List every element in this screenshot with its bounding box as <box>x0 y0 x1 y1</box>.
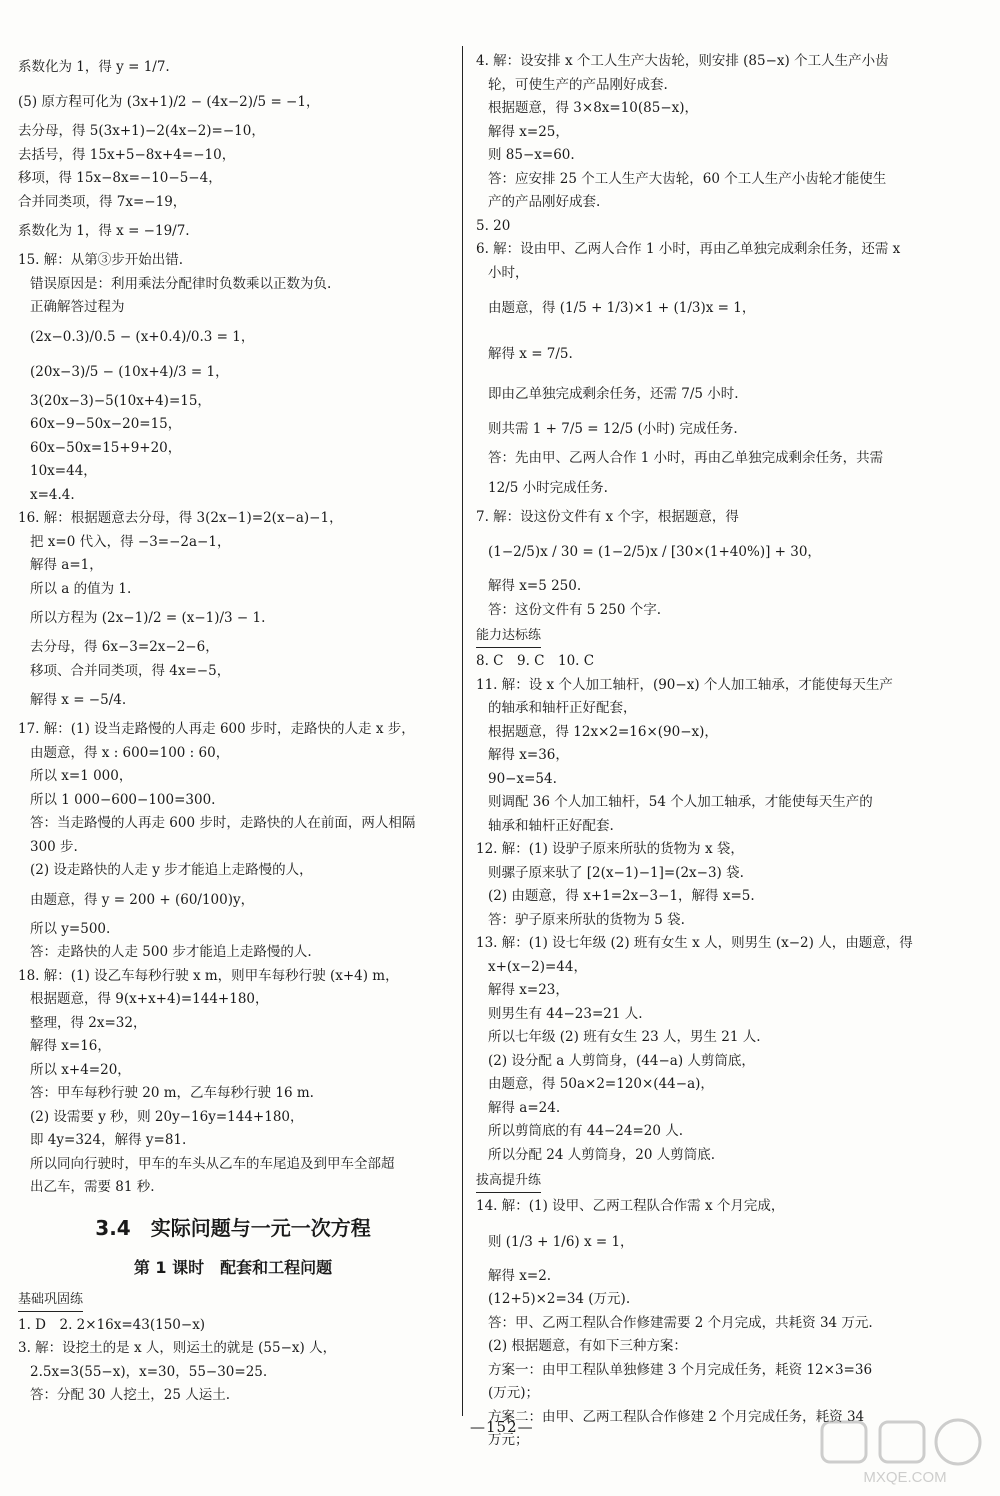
text-line: 4. 解：设安排 x 个工人生产大齿轮，则安排 (85−x) 个工人生产小齿 <box>476 53 889 69</box>
text-line: 13. 解：(1) 设七年级 (2) 班有女生 x 人，则男生 (x−2) 人，由题意，得 <box>476 935 913 951</box>
text-line: 万元； <box>488 1432 529 1448</box>
text-line: 小时， <box>488 264 529 281</box>
text-line: x=4.4. <box>30 486 75 503</box>
text-line: 则 (1/3 + 1/6) x = 1， <box>488 1233 634 1250</box>
left-column <box>18 50 448 1408</box>
text-line: 14. 解：(1) 设甲、乙两工程队合作需 x 个月完成， <box>476 1198 785 1214</box>
lesson-subtitle: 第 1 课时 配套和工程问题 <box>133 1257 333 1277</box>
text-line: 由题意，得 50a×2=120×(44−a)， <box>488 1076 714 1092</box>
text-line: (万元)； <box>488 1385 540 1401</box>
text-line: 去分母，得 6x−3=2x−2−6， <box>30 639 219 655</box>
exercise-tag-advanced-label: 拔高提升练 <box>476 1171 541 1193</box>
text-line: 答：甲、乙两工程队合作修建需要 2 个月完成，共耗资 34 万元. <box>488 1314 873 1331</box>
text-line: 轮，可使生产的产品刚好成套. <box>488 76 668 93</box>
text-line: (12+5)×2=34 (万元). <box>488 1291 631 1307</box>
text-line: 60x−50x=15+9+20， <box>30 439 182 456</box>
text-line: 15. 解：从第③步开始出错. <box>18 252 184 268</box>
text-line: 正确解答过程为 <box>30 299 125 315</box>
text-line: 移项、合并同类项，得 4x=−5， <box>30 662 231 679</box>
text-line: 把 x=0 代入，得 −3=−2a−1， <box>30 533 231 550</box>
text-line: 所以 x=1 000， <box>30 768 133 784</box>
text-line: 10x=44， <box>30 463 97 479</box>
text-line: 答：甲车每秒行驶 20 m，乙车每秒行驶 16 m. <box>30 1085 314 1101</box>
text-line: 所以剪筒底的有 44−24=20 人. <box>488 1123 684 1139</box>
text-line: 答：应安排 25 个工人生产大齿轮，60 个工人生产小齿轮才能使生 <box>488 170 887 187</box>
text-line: 所以 a 的值为 1. <box>30 580 132 597</box>
text-line: 由题意，得 (1/5 + 1/3)×1 + (1/3)x = 1， <box>488 300 756 316</box>
text-line: 所以同向行驶时，甲车的车头从乙车的车尾追及到甲车全部超 <box>30 1155 395 1172</box>
text-line: 合并同类项，得 7x=−19， <box>18 193 187 210</box>
text-line: 根据题意，得 12x×2=16×(90−x)， <box>488 723 718 740</box>
text-line: 18. 解：(1) 设乙车每秒行驶 x m，则甲车每秒行驶 (x+4) m， <box>18 967 399 984</box>
exercise-tag-ability-label: 能力达标练 <box>476 626 541 648</box>
text-line: 根据题意，得 9(x+x+4)=144+180， <box>30 991 269 1007</box>
text-line: 整理，得 2x=32， <box>30 1014 147 1031</box>
exercise-tag-basic-label: 基础巩固练 <box>18 1290 83 1312</box>
column-divider <box>462 46 463 1416</box>
text-line: 答：先由甲、乙两人合作 1 小时，再由乙单独完成剩余任务，共需 <box>488 450 884 466</box>
text-line: 答：当走路慢的人再走 600 步时，走路快的人在前面，两人相隔 <box>30 815 416 831</box>
text-line: 解得 x = −5/4. <box>30 692 127 708</box>
text-line: 答：这份文件有 5 250 个字. <box>488 601 662 618</box>
text-line: 所以 x+4=20， <box>30 1061 131 1078</box>
text-line: 7. 解：设这份文件有 x 个字，根据题意，得 <box>476 508 739 525</box>
text-line: 答：分配 30 人挖土，25 人运土. <box>30 1387 231 1403</box>
text-line: 解得 x=16， <box>30 1038 111 1054</box>
text-line: (5) 原方程可化为 (3x+1)/2 − (4x−2)/5 = −1， <box>18 94 320 110</box>
text-line: 解得 a=24. <box>488 1099 561 1116</box>
text-line: 5. 20 <box>476 217 511 234</box>
text-line: 所以 y=500. <box>30 920 111 937</box>
text-line: (2) 由题意，得 x+1=2x−3−1，解得 x=5. <box>488 888 755 904</box>
text-line: 解得 x = 7/5. <box>488 346 573 362</box>
right-column <box>476 50 976 1453</box>
text-line: 则男生有 44−23=21 人. <box>488 1005 643 1022</box>
text-line: 8. C 9. C 10. C <box>476 653 595 669</box>
text-line: 3. 解：设挖土的是 x 人，则运土的就是 (55−x) 人， <box>18 1340 337 1356</box>
text-line: 去分母，得 5(3x+1)−2(4x−2)=−10， <box>18 123 265 139</box>
text-line: (20x−3)/5 − (10x+4)/3 = 1， <box>30 363 229 380</box>
text-line: 解得 x=36， <box>488 747 569 763</box>
text-line: 6. 解：设由甲、乙两人合作 1 小时，再由乙单独完成剩余任务，还需 x <box>476 241 901 257</box>
text-line: 由题意，得 y = 200 + (60/100)y， <box>30 891 255 908</box>
svg-text:MXQE.COM: MXQE.COM <box>863 1469 947 1486</box>
text-line: 则骡子原来驮了 [2(x−1)−1]=(2x−3) 袋. <box>488 864 744 881</box>
text-line: 产的产品刚好成套. <box>488 194 601 210</box>
text-line: 2.5x=3(55−x)，x=30，55−30=25. <box>30 1363 268 1380</box>
text-line: 解得 x=25， <box>488 123 569 140</box>
text-line: 所以方程为 (2x−1)/2 = (x−1)/3 − 1. <box>30 610 266 626</box>
exercise-tag-advanced <box>476 1167 976 1195</box>
text-line: 去括号，得 15x+5−8x+4=−10， <box>18 146 236 163</box>
text-line: (2) 设分配 a 人剪筒身，(44−a) 人剪筒底， <box>488 1052 755 1069</box>
text-line: (2) 根据题意，有如下三种方案： <box>488 1338 687 1354</box>
page-number: —152— <box>470 1418 534 1436</box>
text-line: 系数化为 1，得 y = 1/7. <box>18 59 170 75</box>
text-line: 方案一：由甲工程队单独修建 3 个月完成任务，耗资 12×3=36 <box>488 1361 873 1378</box>
text-line: 所以 1 000−600−100=300. <box>30 791 216 808</box>
text-line: 12/5 小时完成任务. <box>488 479 608 496</box>
text-line: 3(20x−3)−5(10x+4)=15， <box>30 392 211 409</box>
text-line: 所以分配 24 人剪筒身，20 人剪筒底. <box>488 1146 716 1163</box>
text-line: x+(x−2)=44， <box>488 958 587 975</box>
text-line: (2) 设需要 y 秒，则 20y−16y=144+180， <box>30 1108 304 1125</box>
text-line: 方案二：由甲、乙两工程队合作修建 2 个月完成任务，耗资 34 <box>488 1408 865 1425</box>
text-line: 系数化为 1，得 x = −19/7. <box>18 223 190 239</box>
text-line: 即由乙单独完成剩余任务，还需 7/5 小时. <box>488 386 739 402</box>
exercise-tag-basic <box>18 1286 448 1314</box>
text-line: 由题意，得 x : 600=100 : 60， <box>30 744 230 761</box>
text-line: 答：走路快的人走 500 步才能追上走路慢的人. <box>30 944 312 960</box>
text-line: 轴承和轴杆正好配套. <box>488 817 614 834</box>
text-line: 11. 解：设 x 个人加工轴杆，(90−x) 个人加工轴承，才能使每天生产 <box>476 676 893 693</box>
text-line: 即 4y=324，解得 y=81. <box>30 1132 187 1148</box>
text-line: 则共需 1 + 7/5 = 12/5 (小时) 完成任务. <box>488 421 738 437</box>
text-line: (2x−0.3)/0.5 − (x+0.4)/0.3 = 1， <box>30 328 255 345</box>
text-line: 所以七年级 (2) 班有女生 23 人，男生 21 人. <box>488 1029 761 1045</box>
text-line: 根据题意，得 3×8x=10(85−x)， <box>488 100 699 116</box>
text-line: 1. D 2. 2×16x=43(150−x) <box>18 1316 206 1333</box>
text-line: 解得 x=23， <box>488 982 569 998</box>
exercise-tag-ability <box>476 622 976 650</box>
text-line: 解得 x=5 250. <box>488 578 582 594</box>
text-line: (1−2/5)x / 30 = (1−2/5)x / [30×(1+40%)] + 30， <box>488 544 821 560</box>
text-line: 解得 a=1， <box>30 557 103 573</box>
text-line: 16. 解：根据题意去分母，得 3(2x−1)=2(x−a)−1， <box>18 510 343 526</box>
text-line: 的轴承和轴杆正好配套， <box>488 700 637 716</box>
text-line: 答：驴子原来所驮的货物为 5 袋. <box>488 911 685 928</box>
text-line: 17. 解：(1) 设当走路慢的人再走 600 步时，走路快的人走 x 步， <box>18 721 415 737</box>
text-line: 300 步. <box>30 838 78 855</box>
text-line: 则 85−x=60. <box>488 147 575 163</box>
text-line: 移项，得 15x−8x=−10−5−4， <box>18 170 222 186</box>
text-line: (2) 设走路快的人走 y 步才能追上走路慢的人， <box>30 862 313 878</box>
text-line: 12. 解：(1) 设驴子原来所驮的货物为 x 袋， <box>476 841 744 857</box>
watermark-logo <box>820 1418 990 1488</box>
text-line: 90−x=54. <box>488 770 557 787</box>
text-line: 则调配 36 个人加工轴杆，54 个人加工轴承，才能使每天生产的 <box>488 794 873 810</box>
text-line: 解得 x=2. <box>488 1267 552 1284</box>
text-line: 错误原因是：利用乘法分配律时负数乘以正数为负. <box>30 275 332 292</box>
section-title: 3.4 实际问题与一元一次方程 <box>95 1215 371 1240</box>
text-line: 60x−9−50x−20=15， <box>30 416 182 432</box>
text-line: 出乙车，需要 81 秒. <box>30 1179 155 1195</box>
